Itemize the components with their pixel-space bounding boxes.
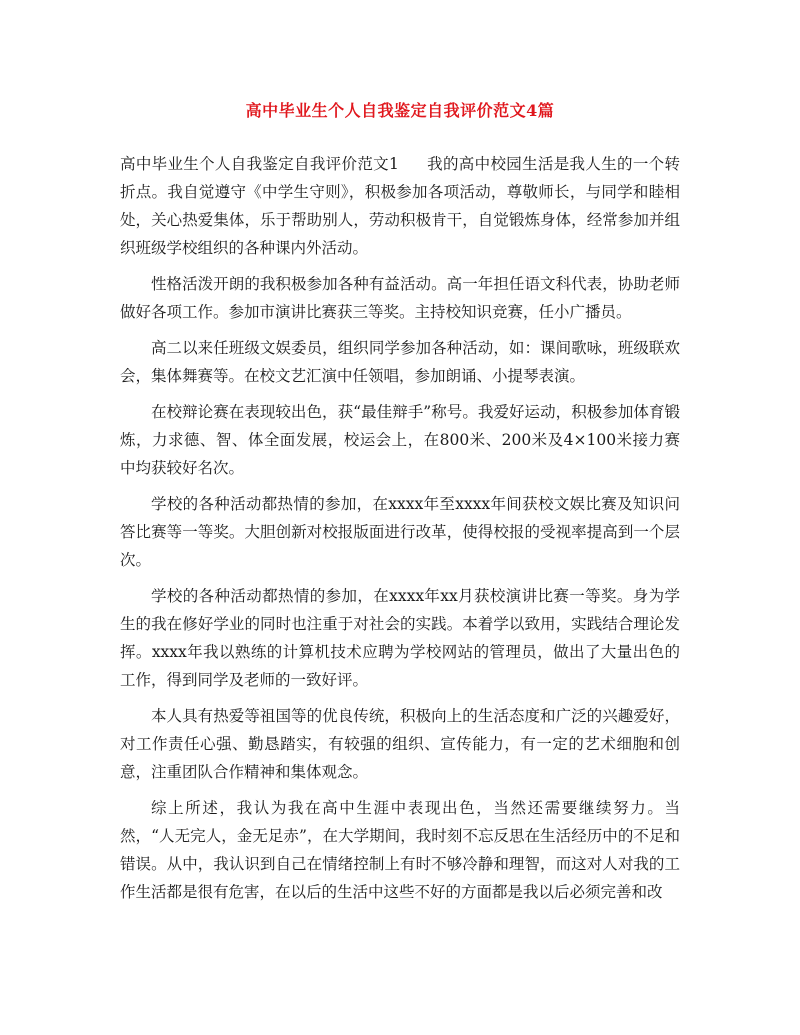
document-title: 高中毕业生个人自我鉴定自我评价范文4篇 xyxy=(245,101,555,120)
paragraph: 性格活泼开朗的我积极参加各种有益活动。高一年担任语文科代表，协助老师做好各项工作。参加市演讲比赛获三等奖。主持校知识竞赛，任小广播员。 xyxy=(120,275,680,321)
paragraph-1 xyxy=(120,150,680,262)
paragraph: 高二以来任班级文娱委员，组织同学参加各种活动，如：课间歌咏，班级联欢会，集体舞赛等。在校文艺汇演中任领唱，参加朗诵、小提琴表演。 xyxy=(120,339,680,385)
paragraph: 学校的各种活动都热情的参加，在xxxx年xx月获校演讲比赛一等奖。身为学生的我在修好学业的同时也注重于对社会的实践。本着学以致用，实践结合理论发挥。xxxx年我以熟练的计算机技术应聘为学校网站的管理员，做出了大量出色的工作，得到同学及老师的一致好评。 xyxy=(120,587,680,689)
paragraph: 在校辩论赛在表现较出色，获“最佳辩手”称号。我爱好运动，积极参加体育锻炼，力求德、智、体全面发展，校运会上，在800米、200米及4×100米接力赛中均获较好名次。 xyxy=(120,403,680,477)
document-body xyxy=(120,150,680,914)
first-heading: 高中毕业生个人自我鉴定自我评价范文1 xyxy=(120,155,399,173)
paragraph: 综上所述，我认为我在高中生涯中表现出色，当然还需要继续努力。当然，“人无完人，金无足赤”，在大学期间，我时刻不忘反思在生活经历中的不足和错误。从中，我认识到自己在情绪控制上有时不够冷静和理智，而这对人对我的工作生活都是很有危害，在以后的生活中这些不好的方面都是我以后必须完善和改 xyxy=(120,799,680,901)
first-text: 我的高中校园生活是我人生的一个转折点。我自觉遵守《中学生守则》，积极参加各项活动，尊敬师长，与同学和睦相处，关心热爱集体，乐于帮助别人，劳动积极肯干，自觉锻炼身体，经常参加并组织班级学校组织的各种课内外活动。 xyxy=(120,155,680,257)
paragraph: 学校的各种活动都热情的参加，在xxxx年至xxxx年间获校文娱比赛及知识问答比赛等一等奖。大胆创新对校报版面进行改革，使得校报的受视率提高到一个层次。 xyxy=(120,495,680,569)
paragraph: 本人具有热爱等祖国等的优良传统，积极向上的生活态度和广泛的兴趣爱好，对工作责任心强、勤恳踏实，有较强的组织、宣传能力，有一定的艺术细胞和创意，注重团队合作精神和集体观念。 xyxy=(120,707,680,781)
